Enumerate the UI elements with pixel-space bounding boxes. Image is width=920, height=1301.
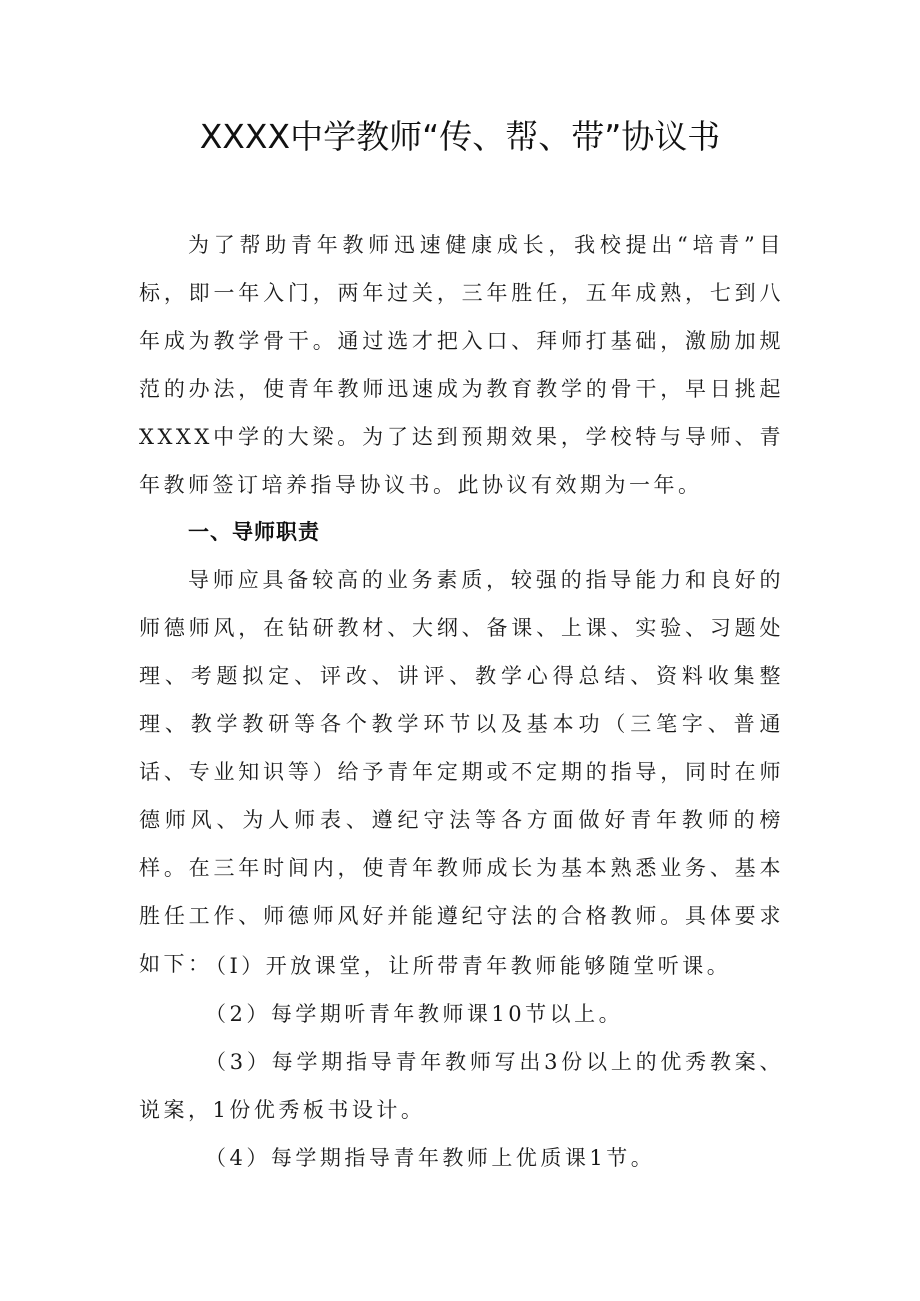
mentor-duties-paragraph: 导师应具备较高的业务素质，较强的指导能力和良好的师德师风，在钻研教材、大纲、备课、上课、实验、习题处理、考题拟定、评改、讲评、教学心得总结、资料收集整理、教学教研等各个教学环节以及基本功（三笔字、普通话、专业知识等）给予青年定期或不定期的指导，同时在师德师风、为人师表、遵纪守法等各方面做好青年教师的榜样。在三年时间内，使青年教师成长为基本熟悉业务、基本胜任工作、师德师风好并能遵纪守法的合格教师。具体要求如下： xyxy=(139,568,784,976)
section-heading-mentor-duties: 一、导师职责 xyxy=(188,520,320,544)
requirement-item-3: （3）每学期指导青年教师写出3份以上的优秀教案、说案，1份优秀板书设计。 xyxy=(139,1050,784,1122)
requirement-item-4: （4）每学期指导青年教师上优质课1节。 xyxy=(205,1146,656,1170)
intro-paragraph: 为了帮助青年教师迅速健康成长，我校提出“培青”目标，即一年入门，两年过关，三年胜任，五年成熟，七到八年成为教学骨干。通过选才把入口、拜师打基础，激励加规范的办法，使青年教师迅速成为教育教学的骨干，早日挑起XXXX中学的大梁。为了达到预期效果，学校特与导师、青年教师签订培养指导协议书。此协议有效期为一年。 xyxy=(139,233,784,497)
requirement-item-2: （2）每学期听青年教师课10节以上。 xyxy=(205,1002,624,1026)
document-title: XXXX中学教师“传、帮、带”协议书 xyxy=(199,117,721,156)
requirement-item-1: （I）开放课堂，让所带青年教师能够随堂听课。 xyxy=(205,954,732,978)
